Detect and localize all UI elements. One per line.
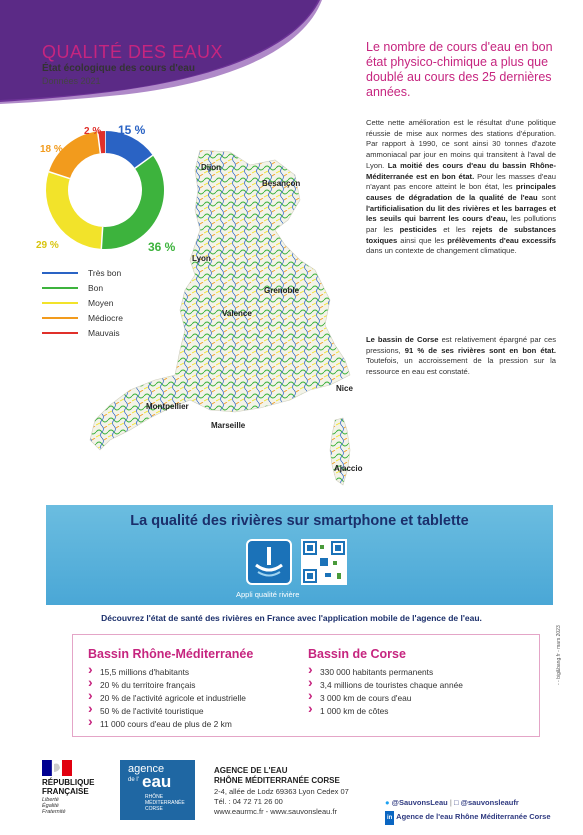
- list-item: › 11 000 cours d'eau de plus de 2 km: [88, 718, 246, 731]
- donut-label-mauvais: 2 %: [84, 126, 102, 137]
- donut-label-moyen: 29 %: [36, 240, 59, 251]
- app-promo-band: [46, 505, 553, 605]
- list-item: › 20 % du territoire français: [88, 679, 246, 692]
- city-grenoble: Grenoble: [264, 286, 300, 295]
- city-dijon: Dijon: [201, 163, 221, 172]
- list-item: › 1 000 km de côtes: [308, 705, 463, 718]
- corse-stats-list: [308, 666, 463, 718]
- linkedin-icon: in: [385, 811, 394, 825]
- republique-francaise: RÉPUBLIQUE FRANÇAISE: [42, 778, 95, 796]
- article-paragraph-2: Le bassin de Corse est relativement épargné par ces pressions, 91 % de ses rivières sont en bon état. Toutefois, un accroissement de la pression sur la ressource en eau est constaté.: [366, 335, 556, 377]
- qr-code[interactable]: [301, 539, 347, 585]
- donut-label-tres-bon: 15 %: [118, 123, 146, 137]
- city-nice: Nice: [336, 384, 353, 393]
- stats-box: [72, 634, 540, 737]
- city-marseille: Marseille: [211, 421, 246, 430]
- donut-label-mediocre: 18 %: [40, 144, 63, 155]
- qr-code-icon: [303, 541, 345, 583]
- agence-eau-logo: agence de l' eau RHÔNE MÉDITERRANÉE CORSE: [120, 760, 195, 820]
- city-lyon: Lyon: [192, 254, 211, 263]
- app-icon[interactable]: [246, 539, 292, 585]
- city-montpellier: Montpellier: [146, 402, 189, 411]
- legend-item: Bon: [42, 281, 123, 295]
- rhone-stats-list: [88, 666, 246, 731]
- list-item: › 50 % de l'activité touristique: [88, 705, 246, 718]
- credit-note: - - big&bang.fr - mars 2023: [556, 625, 562, 685]
- app-band-title: La qualité des rivières sur smartphone et tablette: [130, 513, 469, 529]
- legend-item: Très bon: [42, 266, 123, 280]
- river-quality-map: [60, 150, 363, 490]
- instagram-handle[interactable]: @sauvonsleaufr: [460, 798, 519, 807]
- agency-phone: Tél. : 04 72 71 26 00: [214, 797, 283, 806]
- page-subtitle: État écologique des cours d'eau: [42, 63, 195, 74]
- linkedin-name[interactable]: Agence de l'eau Rhône Méditerranée Corse: [396, 812, 551, 821]
- article-headline: Le nombre de cours d'eau en bon état physico-chimique a plus que doublé au cours des 25 dernières années.: [366, 40, 553, 99]
- agency-address: 2-4, allée de Lodz 69363 Lyon Cedex 07: [214, 787, 349, 796]
- list-item: › 3 000 km de cours d'eau: [308, 692, 463, 705]
- city-valence: Valence: [222, 309, 252, 318]
- marianne-logo-icon: [42, 760, 72, 776]
- legend-item: Médiocre: [42, 311, 123, 325]
- list-item: › 3,4 millions de touristes chaque année: [308, 679, 463, 692]
- rhone-title: Bassin Rhône-Méditerranée: [88, 647, 254, 661]
- city-besancon: Besançon: [262, 179, 301, 188]
- water-drop-icon: [248, 541, 290, 583]
- agency-name: AGENCE DE L'EAU RHÔNE MÉDITERRANÉE CORSE: [214, 766, 340, 785]
- instagram-icon: □: [454, 798, 459, 807]
- agency-web[interactable]: www.eaurmc.fr - www.sauvonsleau.fr: [214, 807, 337, 816]
- list-item: › 20 % de l'activité agricole et industrielle: [88, 692, 246, 705]
- legend-item: Mauvais: [42, 326, 123, 340]
- data-year: Données 2021: [42, 76, 101, 86]
- social-links: ● @SauvonsLeau | □ @sauvonsleaufr in Agence de l'eau Rhône Méditerranée Corse: [385, 796, 551, 825]
- article-paragraph-1: Cette nette amélioration est le résultat d'une politique réussie de mise aux normes des stations d'épuration. Par rapport à 1990, ce sont ainsi 30 tonnes d'azote ammoniacal par jour en moins qui transitent à l'aval de Lyon. La moitié des cours d'eau du bassin Rhône-Méditerranée est en bon état. Pour les masses d'eau n'ayant pas encore atteint le bon état, les principales causes de dégradation de la qualité de l'eau sont l'artificialisation du lit des rivières et les barrages et les seuils qui barrent les cours d'eau, les pollutions par les pesticides et les rejets de substances toxiques ainsi que les prélèvements d'eau excessifs dans un contexte de changement climatique.: [366, 118, 556, 256]
- list-item: › 15,5 millions d'habitants: [88, 666, 246, 679]
- agency-contact: [214, 787, 349, 817]
- list-item: › 330 000 habitants permanents: [308, 666, 463, 679]
- donut-label-bon: 36 %: [148, 240, 176, 254]
- discover-text: Découvrez l'état de santé des rivières en France avec l'application mobile de l'agence de l'eau.: [101, 613, 482, 623]
- corse-title: Bassin de Corse: [308, 647, 406, 661]
- app-label: Appli qualité rivière: [236, 590, 300, 599]
- legend-item: Moyen: [42, 296, 123, 310]
- corse-shape: [330, 418, 350, 485]
- twitter-icon: ●: [385, 798, 390, 807]
- republic-motto: Liberté Égalité Fraternité: [42, 797, 66, 815]
- city-ajaccio: Ajaccio: [334, 464, 363, 473]
- twitter-handle[interactable]: @SauvonsLeau: [391, 798, 448, 807]
- page-title: QUALITÉ DES EAUX: [42, 42, 224, 62]
- rhone-basin-shape: [90, 150, 350, 450]
